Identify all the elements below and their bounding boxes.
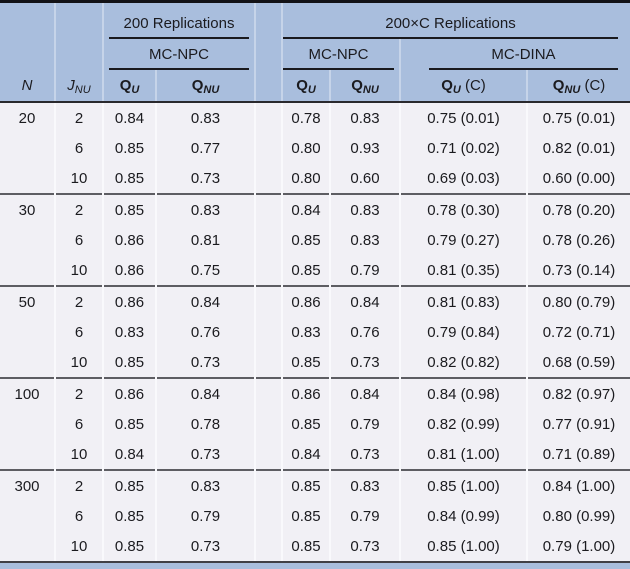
value-cell: 0.85 [103,470,156,501]
n-cell [0,317,55,347]
value-cell: 0.85 [282,409,330,439]
value-cell: 0.75 [156,255,255,286]
n-cell [0,501,55,531]
table-header [0,3,630,102]
value-cell: 0.83 [156,470,255,501]
value-cell: 0.81 (0.83) [400,286,527,317]
value-cell: 0.83 [330,225,400,255]
table-row [0,378,630,409]
value-cell: 0.83 [330,194,400,225]
table-row [0,225,630,255]
value-cell: 0.81 (1.00) [400,439,527,470]
jnu-cell: 6 [55,133,103,163]
column-gap [255,286,282,317]
value-cell: 0.83 [103,317,156,347]
value-cell: 0.73 [330,439,400,470]
jnu-cell: 6 [55,501,103,531]
table-row [0,347,630,378]
n-cell [0,225,55,255]
corner-cell [55,39,103,70]
value-cell: 0.85 [282,470,330,501]
value-cell: 0.79 [156,501,255,531]
header-mc-npc-2: MC-NPC [282,39,400,70]
column-gap [255,39,282,70]
value-cell: 0.60 (0.00) [527,163,630,194]
table-row [0,194,630,225]
n-cell [0,531,55,561]
value-cell: 0.85 [282,347,330,378]
value-cell: 0.85 (1.00) [400,531,527,561]
jnu-cell: 6 [55,225,103,255]
value-cell: 0.73 [330,531,400,561]
value-cell: 0.80 [282,163,330,194]
jnu-cell: 2 [55,470,103,501]
n-cell [0,347,55,378]
jnu-cell: 2 [55,194,103,225]
value-cell: 0.78 (0.30) [400,194,527,225]
value-cell: 0.84 [103,102,156,133]
value-cell: 0.86 [282,286,330,317]
value-cell: 0.85 [282,225,330,255]
value-cell: 0.84 [330,286,400,317]
value-cell: 0.80 (0.79) [527,286,630,317]
value-cell: 0.84 (0.98) [400,378,527,409]
column-header-qu-1: $Q_U$ [103,70,156,102]
value-cell: 0.79 (0.27) [400,225,527,255]
n-cell [0,255,55,286]
value-cell: 0.85 [103,409,156,439]
header-mc-dina: MC-DINA [400,39,630,70]
value-cell: 0.73 (0.14) [527,255,630,286]
column-gap [255,3,282,39]
n-cell [0,439,55,470]
n-cell [0,409,55,439]
jnu-cell: 10 [55,163,103,194]
jnu-cell: 6 [55,409,103,439]
value-cell: 0.60 [330,163,400,194]
value-cell: 0.83 [282,317,330,347]
jnu-cell: 10 [55,255,103,286]
corner-cell [0,39,55,70]
column-header-qu-2: $Q_U$ [282,70,330,102]
column-gap [255,163,282,194]
value-cell: 0.79 (0.84) [400,317,527,347]
value-cell: 0.81 (0.35) [400,255,527,286]
value-cell: 0.83 [330,470,400,501]
jnu-cell: 2 [55,102,103,133]
header-200-replications: 200 Replications [103,3,255,39]
value-cell: 0.73 [156,163,255,194]
column-header-qu-c: $Q_U$ (C) [400,70,527,102]
column-gap [255,531,282,561]
value-cell: 0.82 (0.82) [400,347,527,378]
results-table [0,3,630,561]
column-gap [255,347,282,378]
value-cell: 0.84 [156,286,255,317]
value-cell: 0.69 (0.03) [400,163,527,194]
table-row [0,255,630,286]
method-header-row [0,39,630,70]
column-gap [255,255,282,286]
value-cell: 0.73 [156,347,255,378]
column-gap [255,409,282,439]
jnu-cell: 6 [55,317,103,347]
value-cell: 0.84 (0.99) [400,501,527,531]
n-cell: 50 [0,286,55,317]
value-cell: 0.71 (0.89) [527,439,630,470]
replications-header-row [0,3,630,39]
value-cell: 0.76 [156,317,255,347]
table-row [0,501,630,531]
table-row [0,439,630,470]
column-header-jnu: $J_{NU}$ [55,70,103,102]
value-cell: 0.86 [103,286,156,317]
table-row [0,317,630,347]
column-gap [255,439,282,470]
jnu-cell: 10 [55,531,103,561]
table-row [0,102,630,133]
value-cell: 0.78 [282,102,330,133]
value-cell: 0.77 [156,133,255,163]
value-cell: 0.86 [103,255,156,286]
column-gap [255,102,282,133]
jnu-cell: 10 [55,439,103,470]
value-cell: 0.78 [156,409,255,439]
column-gap [255,501,282,531]
jnu-cell: 2 [55,378,103,409]
value-cell: 0.82 (0.01) [527,133,630,163]
value-cell: 0.81 [156,225,255,255]
column-header-qnu-c: $Q_{NU}$ (C) [527,70,630,102]
jnu-cell: 10 [55,347,103,378]
value-cell: 0.73 [156,439,255,470]
value-cell: 0.93 [330,133,400,163]
header-200xc-replications: 200×C Replications [282,3,630,39]
table-row [0,531,630,561]
column-gap [255,70,282,102]
column-gap [255,194,282,225]
table-row [0,133,630,163]
value-cell: 0.86 [282,378,330,409]
value-cell: 0.77 (0.91) [527,409,630,439]
value-cell: 0.79 (1.00) [527,531,630,561]
column-gap [255,317,282,347]
value-cell: 0.73 [330,347,400,378]
value-cell: 0.82 (0.97) [527,378,630,409]
column-header-n: N [0,70,55,102]
value-cell: 0.80 [282,133,330,163]
value-cell: 0.83 [156,102,255,133]
value-cell: 0.85 (1.00) [400,470,527,501]
value-cell: 0.79 [330,501,400,531]
value-cell: 0.84 [282,194,330,225]
value-cell: 0.75 (0.01) [527,102,630,133]
value-cell: 0.83 [330,102,400,133]
value-cell: 0.84 (1.00) [527,470,630,501]
value-cell: 0.85 [282,255,330,286]
value-cell: 0.85 [103,347,156,378]
value-cell: 0.79 [330,409,400,439]
value-cell: 0.73 [156,531,255,561]
value-cell: 0.78 (0.26) [527,225,630,255]
value-cell: 0.85 [103,133,156,163]
value-cell: 0.85 [103,501,156,531]
table-row [0,163,630,194]
column-header-qnu-1: $Q_{NU}$ [156,70,255,102]
value-cell: 0.86 [103,225,156,255]
column-gap [255,378,282,409]
n-cell [0,133,55,163]
value-cell: 0.84 [330,378,400,409]
header-mc-npc-1: MC-NPC [103,39,255,70]
n-cell: 300 [0,470,55,501]
value-cell: 0.84 [282,439,330,470]
value-cell: 0.68 (0.59) [527,347,630,378]
table-row [0,286,630,317]
value-cell: 0.85 [103,194,156,225]
value-cell: 0.79 [330,255,400,286]
corner-cell [0,3,55,39]
value-cell: 0.75 (0.01) [400,102,527,133]
n-cell: 30 [0,194,55,225]
value-cell: 0.83 [156,194,255,225]
value-cell: 0.86 [103,378,156,409]
value-cell: 0.82 (0.99) [400,409,527,439]
value-cell: 0.85 [103,163,156,194]
column-gap [255,470,282,501]
column-header-qnu-2: $Q_{NU}$ [330,70,400,102]
value-cell: 0.84 [103,439,156,470]
column-header-row [0,70,630,102]
n-cell [0,163,55,194]
corner-cell [55,3,103,39]
value-cell: 0.80 (0.99) [527,501,630,531]
value-cell: 0.84 [156,378,255,409]
table-body [0,102,630,561]
value-cell: 0.78 (0.20) [527,194,630,225]
value-cell: 0.85 [282,501,330,531]
n-cell: 20 [0,102,55,133]
value-cell: 0.72 (0.71) [527,317,630,347]
value-cell: 0.76 [330,317,400,347]
column-gap [255,133,282,163]
table-row [0,470,630,501]
column-gap [255,225,282,255]
table-row [0,409,630,439]
n-cell: 100 [0,378,55,409]
value-cell: 0.85 [282,531,330,561]
jnu-cell: 2 [55,286,103,317]
value-cell: 0.71 (0.02) [400,133,527,163]
value-cell: 0.85 [103,531,156,561]
table-footer-strip [0,563,630,569]
